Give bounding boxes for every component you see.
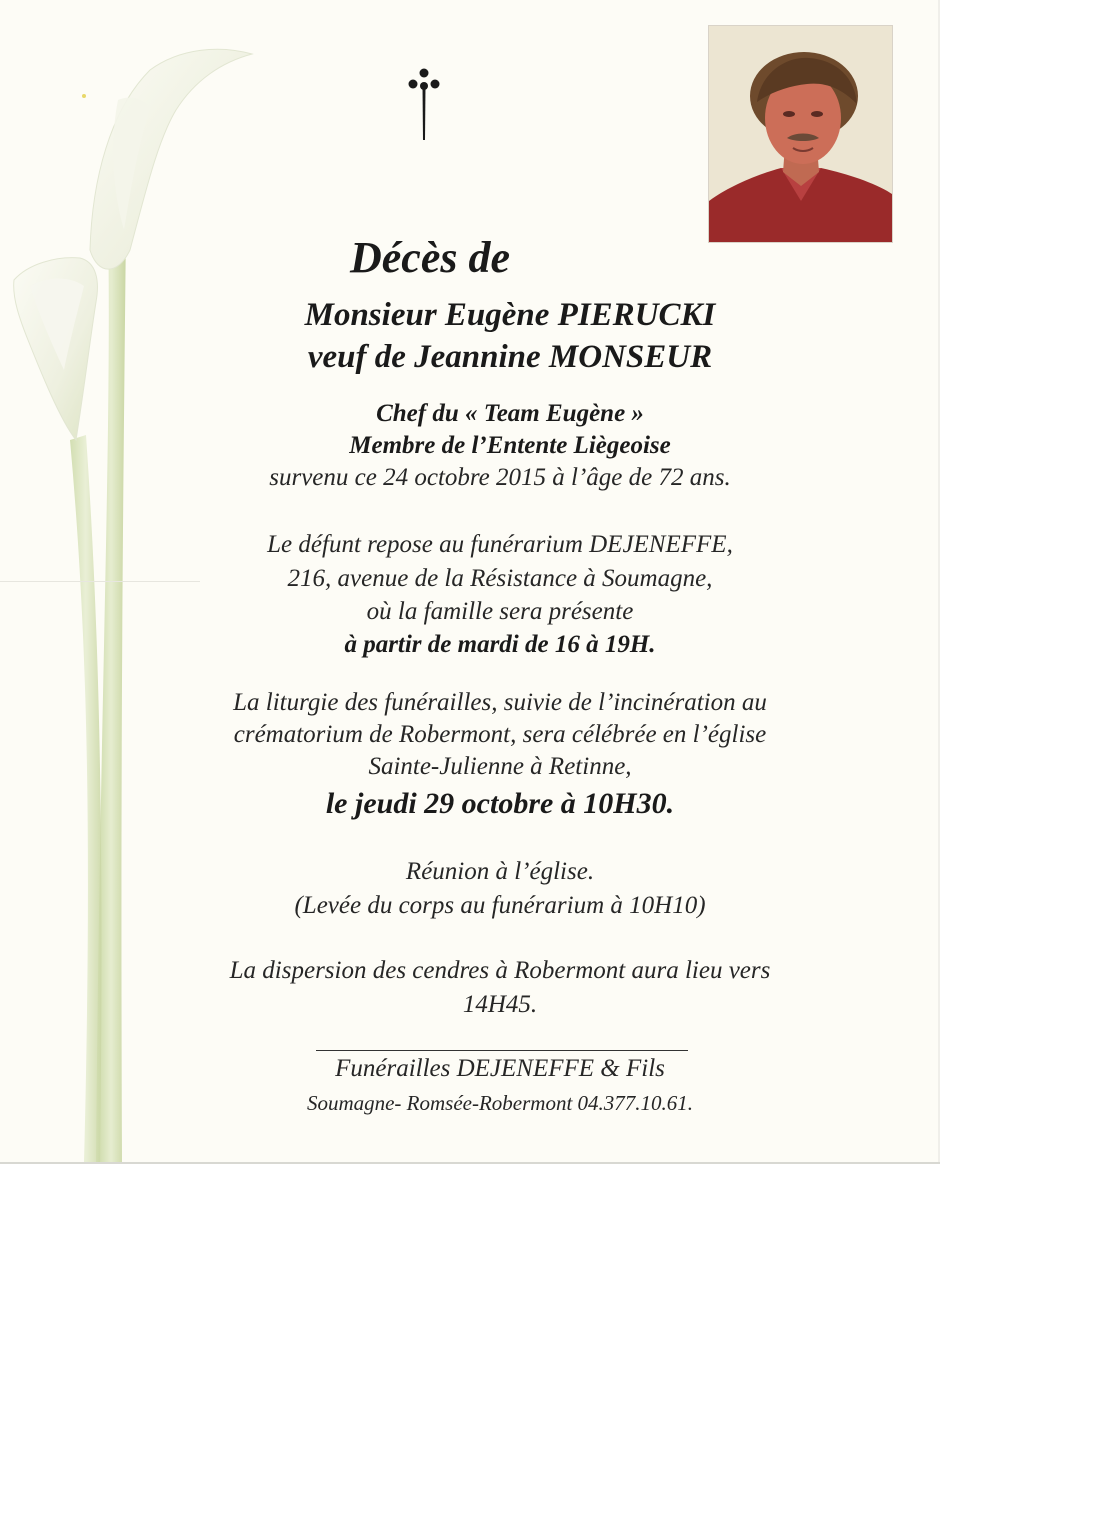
funeral-home: Funérailles DEJENEFFE & Fils [335, 1055, 665, 1082]
deceased-name: Monsieur Eugène PIERUCKI [304, 297, 716, 333]
role-line-2: Membre de l’Entente Liègeoise [349, 432, 671, 459]
spouse-line: veuf de Jeannine MONSEUR [307, 339, 713, 375]
ornate-cross-icon [404, 66, 444, 142]
divider-line [316, 1050, 688, 1051]
liturgy-line-3: Sainte-Julienne à Retinne, [368, 753, 632, 780]
repose-line-1: Le défunt repose au funérarium DEJENEFFE, [267, 531, 733, 558]
liturgy-line-2: crématorium de Robermont, sera célébrée en l’église [233, 721, 767, 748]
fold-line [0, 581, 200, 582]
dispersion-line-1: La dispersion des cendres à Robermont aura lieu vers [229, 957, 771, 984]
role-line-1: Chef du « Team Eugène » [376, 400, 644, 427]
levee-line: (Levée du corps au funérarium à 10H10) [294, 892, 706, 919]
repose-line-3: où la famille sera présente [366, 598, 634, 625]
notice-title: Décès de [349, 233, 510, 282]
repose-line-2: 216, avenue de la Résistance à Soumagne, [287, 565, 713, 592]
meeting-line: Réunion à l’église. [405, 858, 595, 885]
portrait-photo [708, 25, 893, 243]
card-edge [938, 0, 940, 1163]
visit-hours: à partir de mardi de 16 à 19H. [344, 631, 656, 658]
funeral-home-contact: Soumagne- Romsée-Robermont 04.377.10.61. [306, 1091, 694, 1115]
ceremony-date: le jeudi 29 octobre à 10H30. [325, 787, 675, 820]
liturgy-line-1: La liturgie des funérailles, suivie de l’incinération au [233, 689, 767, 716]
card-bottom-edge [0, 1162, 940, 1164]
death-date: survenu ce 24 octobre 2015 à l’âge de 72 ans. [269, 464, 731, 491]
dispersion-line-2: 14H45. [462, 991, 538, 1018]
